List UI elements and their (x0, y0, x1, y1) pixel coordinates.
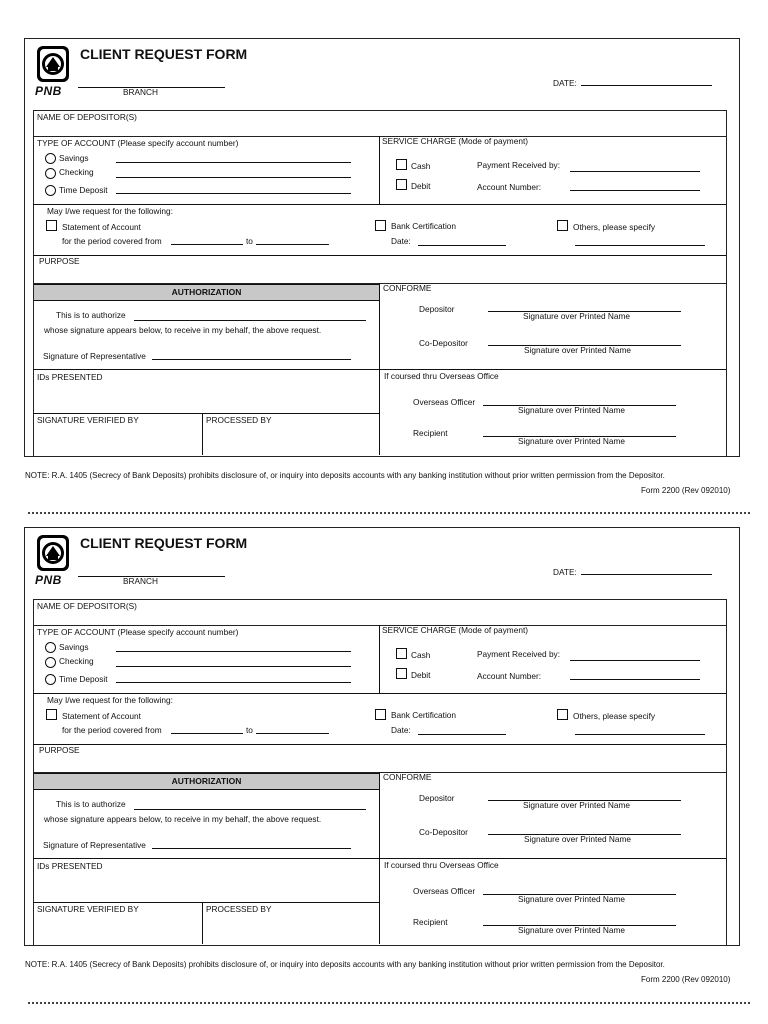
sig-over-name: Signature over Printed Name (518, 925, 625, 935)
ids-label: IDs PRESENTED (37, 372, 103, 382)
rep-signature-label: Signature of Representative (43, 351, 146, 361)
overseas-label: If coursed thru Overseas Office (384, 371, 499, 381)
authorize-text: This is to authorize (56, 310, 126, 320)
rep-signature-field[interactable] (152, 359, 351, 360)
divider (33, 902, 379, 903)
pnb-logo-icon (34, 534, 74, 574)
form-number: Form 2200 (Rev 092010) (641, 975, 731, 984)
service-charge-label: SERVICE CHARGE (Mode of payment) (382, 625, 529, 635)
conforme-label: CONFORME (383, 772, 432, 782)
divider (33, 693, 726, 694)
service-charge-label: SERVICE CHARGE (Mode of payment) (382, 136, 529, 146)
divider (33, 413, 379, 414)
savings-label: Savings (59, 153, 89, 163)
savings-radio[interactable] (45, 642, 56, 653)
cash-checkbox[interactable] (396, 648, 407, 659)
period-from-field[interactable] (171, 733, 243, 734)
purpose-label: PURPOSE (39, 745, 80, 755)
others-field[interactable] (575, 245, 705, 246)
request-intro: May I/we request for the following: (47, 206, 173, 216)
form-title: CLIENT REQUEST FORM (80, 535, 248, 551)
sig-over-name: Signature over Printed Name (523, 311, 630, 321)
cut-line (28, 1002, 750, 1004)
depositor-box (33, 599, 727, 626)
time-deposit-radio[interactable] (45, 185, 56, 196)
bank-cert-checkbox[interactable] (375, 220, 386, 231)
statement-label: Statement of Account (62, 222, 141, 232)
divider (202, 902, 203, 944)
authorized-person-field[interactable] (134, 809, 366, 810)
rep-signature-field[interactable] (152, 848, 351, 849)
authorization-header (34, 284, 379, 301)
checking-radio[interactable] (45, 657, 56, 668)
form-title: CLIENT REQUEST FORM (80, 46, 248, 62)
conforme-label: CONFORME (383, 283, 432, 293)
form-copy-2 (0, 486, 768, 1001)
time-deposit-account-number-field[interactable] (116, 682, 351, 683)
divider (33, 858, 726, 859)
checking-label: Checking (59, 167, 94, 177)
sig-over-name: Signature over Printed Name (523, 800, 630, 810)
whose-signature-text: whose signature appears below, to receive in my behalf, the above request. (44, 325, 322, 335)
time-deposit-radio[interactable] (45, 674, 56, 685)
others-checkbox[interactable] (557, 709, 568, 720)
period-label: for the period covered from (62, 725, 162, 735)
authorization-section (33, 283, 727, 457)
checking-label: Checking (59, 656, 94, 666)
payment-received-field[interactable] (570, 171, 700, 172)
processed-by-label: PROCESSED BY (206, 904, 272, 914)
sig-over-name: Signature over Printed Name (524, 345, 631, 355)
overseas-officer-label: Overseas Officer (413, 397, 476, 407)
cert-date-field[interactable] (418, 734, 506, 735)
date-field[interactable] (581, 85, 712, 86)
debit-label: Debit (411, 670, 431, 680)
debit-checkbox[interactable] (396, 668, 407, 679)
account-number-field[interactable] (570, 190, 700, 191)
savings-radio[interactable] (45, 153, 56, 164)
pnb-logo-icon (34, 45, 74, 85)
period-to-label: to (246, 236, 253, 246)
processed-by-label: PROCESSED BY (206, 415, 272, 425)
depositor-label: NAME OF DEPOSITOR(S) (37, 601, 137, 611)
authorization-label: AUTHORIZATION (171, 776, 242, 786)
period-label: for the period covered from (62, 236, 162, 246)
overseas-label: If coursed thru Overseas Office (384, 860, 499, 870)
type-of-account-label: TYPE OF ACCOUNT (Please specify account number) (37, 627, 239, 637)
whose-signature-text: whose signature appears below, to receive in my behalf, the above request. (44, 814, 322, 824)
cert-date-label: Date: (391, 725, 411, 735)
type-of-account-label: TYPE OF ACCOUNT (Please specify account number) (37, 138, 239, 148)
depositor-sig-label: Depositor (419, 304, 455, 314)
others-label: Others, please specify (573, 711, 656, 721)
period-from-field[interactable] (171, 244, 243, 245)
codepositor-sig-label: Co-Depositor (419, 338, 468, 348)
payment-received-label: Payment Received by: (477, 649, 561, 659)
others-label: Others, please specify (573, 222, 656, 232)
depositor-sig-label: Depositor (419, 793, 455, 803)
divider (33, 255, 726, 256)
branch-label: BRANCH (123, 576, 159, 586)
branch-label: BRANCH (123, 87, 159, 97)
bank-cert-label: Bank Certification (391, 710, 457, 720)
bank-cert-checkbox[interactable] (375, 709, 386, 720)
legal-note: NOTE: R.A. 1405 (Secrecy of Bank Deposits) prohibits disclosure of, or inquiry into deposits accounts with any banking institution without prior written permission from the Depositor. (25, 960, 665, 969)
divider (202, 413, 203, 455)
debit-checkbox[interactable] (396, 179, 407, 190)
savings-account-number-field[interactable] (116, 162, 351, 163)
divider (379, 625, 380, 693)
savings-account-number-field[interactable] (116, 651, 351, 652)
period-to-label: to (246, 725, 253, 735)
others-checkbox[interactable] (557, 220, 568, 231)
authorization-label: AUTHORIZATION (171, 287, 242, 297)
overseas-officer-label: Overseas Officer (413, 886, 476, 896)
divider (33, 204, 726, 205)
account-number-label: Account Number: (477, 182, 542, 192)
time-deposit-label: Time Deposit (59, 674, 108, 684)
authorization-section (33, 772, 727, 946)
statement-label: Statement of Account (62, 711, 141, 721)
account-number-field[interactable] (570, 679, 700, 680)
codepositor-sig-label: Co-Depositor (419, 827, 468, 837)
authorized-person-field[interactable] (134, 320, 366, 321)
rep-signature-label: Signature of Representative (43, 840, 146, 850)
time-deposit-label: Time Deposit (59, 185, 108, 195)
legal-note: NOTE: R.A. 1405 (Secrecy of Bank Deposits) prohibits disclosure of, or inquiry into deposits accounts with any banking institution without prior written permission from the Depositor. (25, 471, 665, 480)
logo-text: PNB (35, 573, 62, 587)
depositor-label: NAME OF DEPOSITOR(S) (37, 112, 137, 122)
others-field[interactable] (575, 734, 705, 735)
recipient-label: Recipient (413, 428, 448, 438)
cash-checkbox[interactable] (396, 159, 407, 170)
sig-over-name: Signature over Printed Name (524, 834, 631, 844)
period-to-field[interactable] (256, 244, 329, 245)
recipient-label: Recipient (413, 917, 448, 927)
authorization-header (34, 773, 379, 790)
account-number-label: Account Number: (477, 671, 542, 681)
statement-checkbox[interactable] (46, 709, 57, 720)
bank-cert-label: Bank Certification (391, 221, 457, 231)
sig-verified-label: SIGNATURE VERIFIED BY (37, 415, 139, 425)
ids-label: IDs PRESENTED (37, 861, 103, 871)
form-number: Form 2200 (Rev 092010) (641, 486, 731, 495)
payment-received-field[interactable] (570, 660, 700, 661)
authorize-text: This is to authorize (56, 799, 126, 809)
purpose-label: PURPOSE (39, 256, 80, 266)
sig-verified-label: SIGNATURE VERIFIED BY (37, 904, 139, 914)
savings-label: Savings (59, 642, 89, 652)
cash-label: Cash (411, 650, 431, 660)
logo-text: PNB (35, 84, 62, 98)
checking-account-number-field[interactable] (116, 177, 351, 178)
divider (33, 744, 726, 745)
time-deposit-account-number-field[interactable] (116, 193, 351, 194)
date-label: DATE: (553, 567, 577, 577)
payment-received-label: Payment Received by: (477, 160, 561, 170)
checking-account-number-field[interactable] (116, 666, 351, 667)
cert-date-field[interactable] (418, 245, 506, 246)
depositor-box (33, 110, 727, 137)
date-label: DATE: (553, 78, 577, 88)
statement-checkbox[interactable] (46, 220, 57, 231)
divider (33, 369, 726, 370)
sig-over-name: Signature over Printed Name (518, 436, 625, 446)
request-intro: May I/we request for the following: (47, 695, 173, 705)
sig-over-name: Signature over Printed Name (518, 405, 625, 415)
divider (379, 136, 380, 204)
cash-label: Cash (411, 161, 431, 171)
sig-over-name: Signature over Printed Name (518, 894, 625, 904)
checking-radio[interactable] (45, 168, 56, 179)
debit-label: Debit (411, 181, 431, 191)
cert-date-label: Date: (391, 236, 411, 246)
date-field[interactable] (581, 574, 712, 575)
period-to-field[interactable] (256, 733, 329, 734)
